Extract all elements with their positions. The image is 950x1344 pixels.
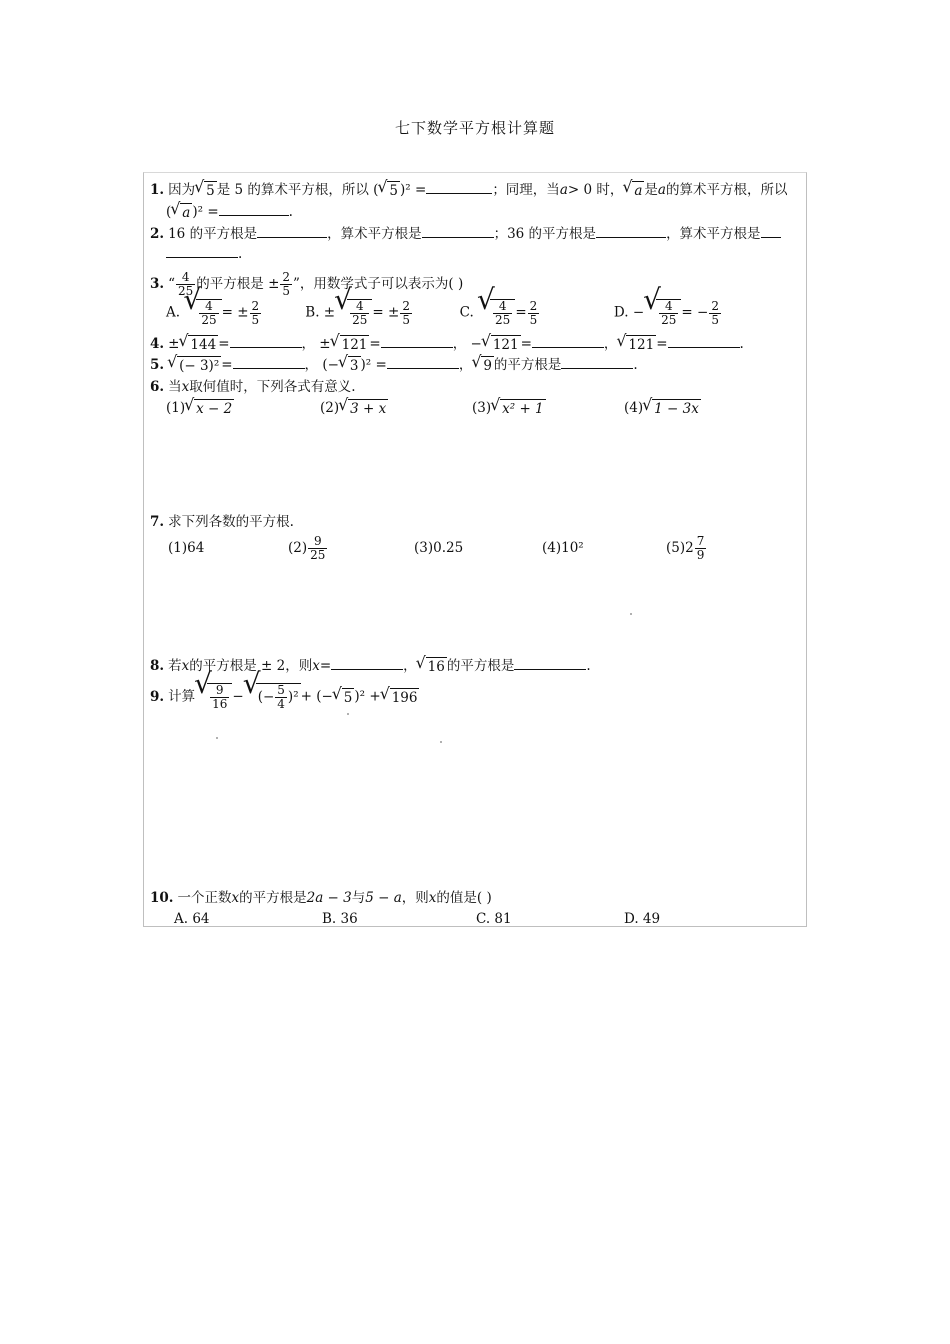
option-b[interactable]: B. ± √ $\frac{4}{25}$ = ± $\frac{2}{5}$: [305, 299, 455, 327]
question-number: 10.: [150, 890, 174, 906]
question-6: 6. 当x取何值时，下列各式有意义.: [150, 379, 356, 395]
option-c[interactable]: C. √ $\frac{4}{25}$ = $\frac{2}{5}$: [460, 299, 610, 327]
question-10-options: [174, 910, 660, 928]
answer-blank[interactable]: [426, 181, 492, 194]
question-number: 9.: [150, 688, 165, 705]
scan-speck: [440, 741, 442, 743]
answer-blank[interactable]: [668, 335, 740, 348]
question-1-line-2: (√ a )² = .: [166, 203, 293, 222]
question-7-items: [168, 535, 707, 562]
answer-blank[interactable]: [230, 335, 302, 348]
answer-blank[interactable]: [514, 657, 586, 670]
answer-blank[interactable]: [233, 356, 305, 369]
question-10: 10. 一个正数x的平方根是2a − 3与5 − a，则x的值是( ): [150, 890, 492, 906]
question-number: 2.: [150, 226, 165, 242]
scan-speck: [630, 613, 632, 615]
worksheet: [143, 172, 807, 927]
list-item: (1)√ x − 2: [166, 399, 320, 418]
answer-blank[interactable]: [561, 356, 633, 369]
answer-blank[interactable]: [422, 225, 494, 238]
answer-blank[interactable]: [761, 225, 781, 238]
option-a[interactable]: A. 64: [174, 911, 210, 927]
question-7: 7. 求下列各数的平方根.: [150, 514, 294, 530]
page-title: 七下数学平方根计算题: [394, 119, 555, 137]
list-item: (3)√ x² + 1: [472, 399, 624, 418]
question-number: 7.: [150, 514, 165, 530]
question-6-items: [166, 399, 701, 418]
list-item: (2) $\frac{9}{25}$: [288, 534, 326, 562]
list-item: (3)0.25: [414, 540, 464, 556]
question-number: 8.: [150, 658, 165, 674]
question-number: 6.: [150, 379, 165, 395]
scan-speck: [216, 737, 218, 739]
answer-blank[interactable]: [331, 657, 403, 670]
list-item: (1)64: [168, 540, 205, 556]
question-1-line-1: 1. 因为√ 5 是 5 的算术平方根，所以 (√ 5 )² = ；同理，当a> 0 时，√ a 是a的算术平方根，所以: [150, 181, 787, 200]
answer-blank[interactable]: [532, 335, 604, 348]
question-number: 4.: [150, 336, 165, 352]
question-5: 5.√ (− 3)² = ， (−√ 3 )² = ，√ 9 的平方根是 .: [150, 356, 638, 375]
question-9: 9. 计算 √ $\frac{9}{16}$ −√ (− $\frac{5}{4}$ )² + (−√ 5 )² +√ 196: [150, 683, 419, 711]
option-a[interactable]: A. √ $\frac{4}{25}$ = ± $\frac{2}{5}$: [166, 299, 301, 327]
answer-blank[interactable]: [166, 245, 238, 258]
answer-blank[interactable]: [381, 335, 453, 348]
question-2-line-1: 2. 16 的平方根是 ，算术平方根是 ；36 的平方根是 ，算术平方根是: [150, 225, 781, 243]
list-item: (2)√ 3 + x: [320, 399, 472, 418]
question-number: 3.: [150, 276, 165, 292]
list-item: (4)10²: [542, 540, 584, 556]
list-item: (5)2 $\frac{7}{9}$: [666, 534, 705, 562]
question-number: 1.: [150, 182, 165, 198]
answer-blank[interactable]: [219, 203, 289, 216]
option-d[interactable]: D. − √ $\frac{4}{25}$ = − $\frac{2}{5}$: [614, 299, 722, 327]
option-c[interactable]: C. 81: [476, 911, 512, 927]
answer-blank[interactable]: [257, 225, 327, 238]
scan-speck: [347, 713, 349, 715]
list-item: (4)√ 1 − 3x: [624, 399, 701, 418]
option-b[interactable]: B. 36: [322, 911, 358, 927]
question-3-options: [166, 299, 722, 327]
question-3-line-1: 3. “ $\frac{4}{25}$ 的平方根是 ± $\frac{2}{5}$ ”，用数学式子可以表示为( ): [150, 270, 464, 298]
option-d[interactable]: D. 49: [624, 911, 661, 927]
question-2-line-2: .: [166, 245, 242, 263]
question-4: 4. ±√ 144 = ， ±√ 121 = ， −√ 121 = ，√ 121 = .: [150, 335, 744, 354]
question-8: 8. 若x的平方根是 ± 2，则x= ，√ 16 的平方根是 .: [150, 657, 591, 676]
question-number: 5.: [150, 357, 165, 373]
answer-blank[interactable]: [596, 225, 666, 238]
answer-blank[interactable]: [387, 356, 459, 369]
